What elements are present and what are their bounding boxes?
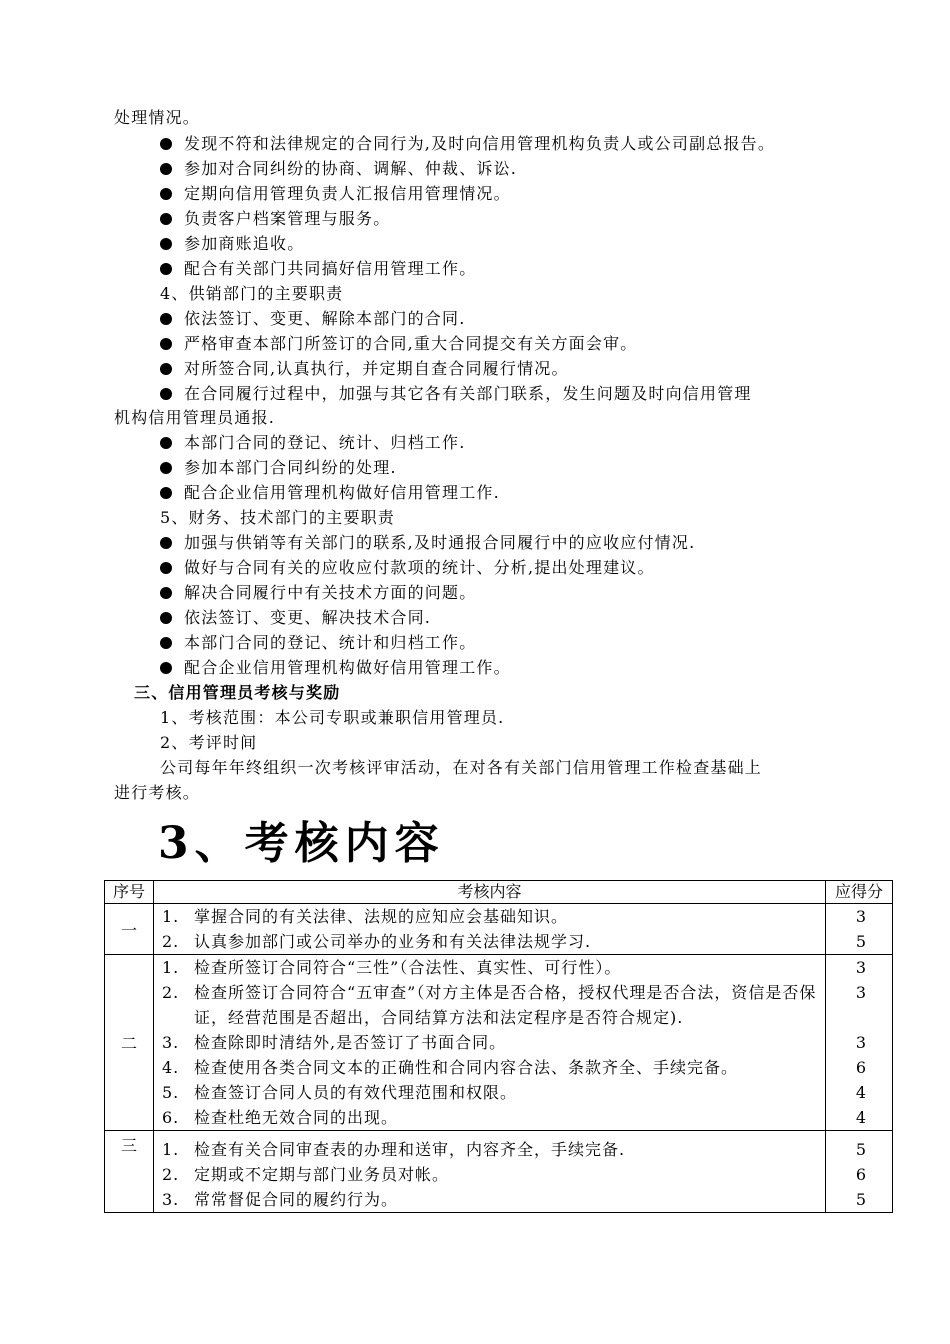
bullet-dot-icon [160, 313, 172, 325]
list-item: 1. 检查有关合同审查表的办理和送审，内容齐全，手续完备. [162, 1140, 626, 1159]
bullet-dot-icon [160, 263, 172, 275]
score-value: 6 [855, 1165, 866, 1184]
section-title: 3、考核内容 [158, 818, 445, 869]
table-row [105, 955, 893, 1131]
score-value: 3 [855, 1033, 866, 1052]
list-item: 2. 定期或不定期与部门业务员对帐。 [162, 1165, 450, 1184]
header-seq: 序号 [105, 881, 154, 904]
bullet-item: 对所签合同,认真执行，并定期自查合同履行情况。 [160, 359, 569, 379]
bullet-dot-icon [160, 462, 172, 474]
score-value: 4 [855, 1083, 866, 1102]
bullet-dot-icon [160, 637, 172, 649]
list-item: 1. 掌握合同的有关法律、法规的应知应会基础知识。 [162, 907, 569, 926]
group-items [154, 1131, 826, 1213]
score-value: 4 [855, 1108, 866, 1127]
bullet-dot-icon [160, 487, 172, 499]
bullet-dot-icon [160, 437, 172, 449]
list-item: 3. 检查除即时清结外,是否签订了书面合同。 [162, 1033, 507, 1052]
bullet-item: 依法签订、变更、解决技术合同. [160, 608, 431, 628]
bullet-item: 定期向信用管理负责人汇报信用管理情况。 [160, 184, 511, 204]
bullet-dot-icon [160, 662, 172, 674]
list-item: 6. 检查杜绝无效合同的出现。 [162, 1108, 399, 1127]
list-item: 4. 检查使用各类合同文本的正确性和合同内容合法、条款齐全、手续完备。 [162, 1058, 739, 1077]
table-header-row [105, 881, 893, 904]
list-item: 2. 认真参加部门或公司举办的业务和有关法律法规学习. [162, 932, 592, 951]
bullet-dot-icon [160, 163, 172, 175]
bullet-dot-icon [160, 138, 172, 150]
paragraph-line: 公司每年年终组织一次考核评审活动，在对各有关部门信用管理工作检查基础上 [160, 758, 763, 777]
bullet-dot-icon [160, 562, 172, 574]
group-scores [826, 1131, 893, 1213]
score-value: 3 [855, 983, 866, 1002]
intro-tail: 处理情况。 [114, 108, 201, 127]
group-items [154, 904, 826, 955]
bullet-item: 本部门合同的登记、统计和归档工作。 [160, 633, 476, 653]
section-heading: 5、财务、技术部门的主要职责 [160, 508, 395, 527]
assessment-table [104, 880, 893, 1213]
bullet-item: 发现不符和法律规定的合同行为,及时向信用管理机构负责人或公司副总报告。 [160, 134, 775, 154]
bullet-item: 解决合同履行中有关技术方面的问题。 [160, 583, 476, 603]
score-spacer [826, 1005, 892, 1030]
group-items [154, 955, 826, 1131]
paragraph-line: 进行考核。 [114, 783, 201, 802]
header-score: 应得分 [826, 881, 893, 904]
group-seq: 三 [105, 1131, 154, 1213]
bullet-continuation: 机构信用管理员通报. [114, 408, 276, 427]
section-heading: 4、供销部门的主要职责 [160, 284, 344, 303]
bullet-item: 做好与合同有关的应收应付款项的统计、分析,提出处理建议。 [160, 558, 655, 578]
table-row [105, 904, 893, 955]
score-value: 3 [855, 907, 866, 926]
list-item: 3. 常常督促合同的履约行为。 [162, 1190, 399, 1209]
bullet-dot-icon [160, 388, 172, 400]
bullet-item: 参加对合同纠纷的协商、调解、仲裁、诉讼. [160, 159, 517, 179]
group-scores [826, 904, 893, 955]
score-value: 5 [855, 1190, 866, 1209]
group-seq: 一 [105, 904, 154, 955]
bullet-item: 加强与供销等有关部门的联系,及时通报合同履行中的应收应付情况. [160, 533, 695, 553]
bullet-dot-icon [160, 587, 172, 599]
list-item: 5. 检查签订合同人员的有效代理范围和权限。 [162, 1083, 518, 1102]
score-value: 3 [855, 958, 866, 977]
bullet-item: 依法签订、变更、解除本部门的合同. [160, 309, 466, 329]
scope-text: 1、考核范围：本公司专职或兼职信用管理员. [160, 708, 505, 727]
score-value: 6 [855, 1058, 866, 1077]
group-scores [826, 955, 893, 1131]
bullet-dot-icon [160, 338, 172, 350]
list-item: 1. 检查所签订合同符合“三性”（合法性、真实性、可行性）。 [162, 958, 622, 977]
bullet-dot-icon [160, 537, 172, 549]
bullet-dot-icon [160, 213, 172, 225]
bullet-dot-icon [160, 363, 172, 375]
bullet-dot-icon [160, 188, 172, 200]
bullet-item: 参加本部门合同纠纷的处理. [160, 458, 397, 478]
part-heading: 三、信用管理员考核与奖励 [134, 683, 341, 702]
list-item: 2. 检查所签订合同符合“五审查”（对方主体是否合格，授权代理是否合法，资信是否保证，经营范围是否超出，合同结算方法和法定程序是否符合规定). [162, 983, 817, 1027]
score-value: 5 [855, 1140, 866, 1159]
bullet-item: 参加商账追收。 [160, 234, 304, 254]
bullet-dot-icon [160, 612, 172, 624]
bullet-dot-icon [160, 238, 172, 250]
table-row [105, 1131, 893, 1213]
bullet-item: 配合企业信用管理机构做好信用管理工作。 [160, 658, 511, 678]
bullet-item: 配合有关部门共同搞好信用管理工作。 [160, 259, 476, 279]
bullet-item: 在合同履行过程中，加强与其它各有关部门联系，发生问题及时向信用管理 [160, 384, 752, 404]
bullet-item: 配合企业信用管理机构做好信用管理工作. [160, 483, 500, 503]
bullet-item: 严格审查本部门所签订的合同,重大合同提交有关方面会审。 [160, 334, 638, 354]
bullet-item: 负责客户档案管理与服务。 [160, 209, 390, 229]
time-heading: 2、考评时间 [160, 733, 258, 752]
bullet-item: 本部门合同的登记、统计、归档工作. [160, 433, 466, 453]
score-value: 5 [855, 932, 866, 951]
group-seq: 二 [105, 955, 154, 1131]
header-content: 考核内容 [154, 881, 826, 904]
